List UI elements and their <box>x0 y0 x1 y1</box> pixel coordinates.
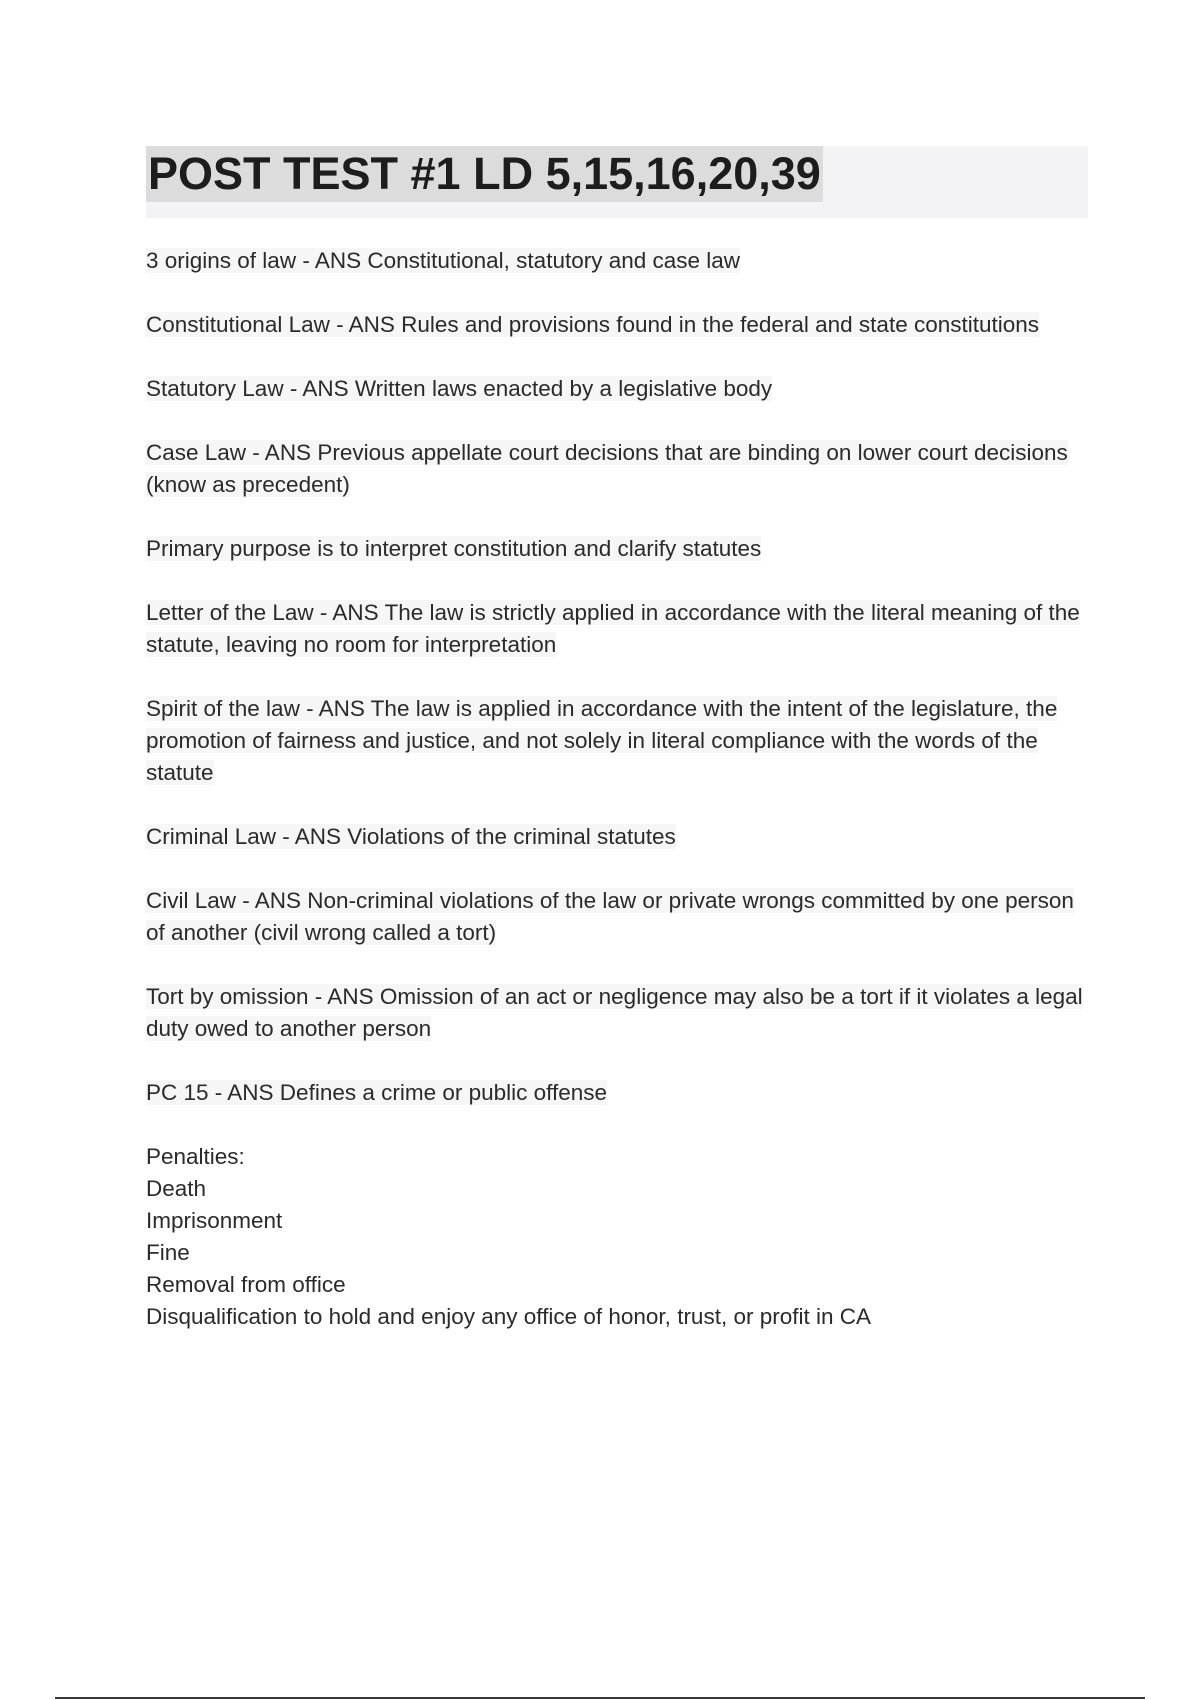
entry-letter-of-the-law: Letter of the Law - ANS The law is strictly applied in accordance with the literal meaning of the statute, leaving no room for interpretation <box>146 600 1080 657</box>
penalty-item: Disqualification to hold and enjoy any office of honor, trust, or profit in CA <box>146 1304 871 1329</box>
entry-origins-of-law: 3 origins of law - ANS Constitutional, statutory and case law <box>146 248 741 273</box>
penalty-item: Fine <box>146 1240 190 1265</box>
penalty-item: Removal from office <box>146 1272 346 1297</box>
entry-case-law: Case Law - ANS Previous appellate court decisions that are binding on lower court decisions (know as precedent) <box>146 440 1068 497</box>
entry-primary-purpose: Primary purpose is to interpret constitution and clarify statutes <box>146 536 762 561</box>
entry-criminal-law: Criminal Law - ANS Violations of the criminal statutes <box>146 824 676 849</box>
document-title: POST TEST #1 LD 5,15,16,20,39 <box>146 146 823 202</box>
entry-statutory-law: Statutory Law - ANS Written laws enacted by a legislative body <box>146 376 773 401</box>
entry-tort-by-omission: Tort by omission - ANS Omission of an act or negligence may also be a tort if it violates a legal duty owed to another person <box>146 984 1083 1041</box>
page-footer-rule <box>55 1697 1145 1699</box>
penalty-item: Death <box>146 1176 207 1201</box>
entry-civil-law: Civil Law - ANS Non-criminal violations of the law or private wrongs committed by one person of another (civil wrong called a tort) <box>146 888 1074 945</box>
penalties-list <box>146 1141 1091 1333</box>
entry-constitutional-law: Constitutional Law - ANS Rules and provisions found in the federal and state constitutions <box>146 312 1040 337</box>
penalty-item: Imprisonment <box>146 1208 283 1233</box>
document-body <box>146 245 1091 1333</box>
penalties-heading: Penalties: <box>146 1144 245 1169</box>
entry-spirit-of-the-law: Spirit of the law - ANS The law is applied in accordance with the intent of the legislature, the promotion of fairness and justice, and not solely in literal compliance with the words of the statute <box>146 696 1058 785</box>
entry-pc-15: PC 15 - ANS Defines a crime or public offense <box>146 1080 608 1105</box>
